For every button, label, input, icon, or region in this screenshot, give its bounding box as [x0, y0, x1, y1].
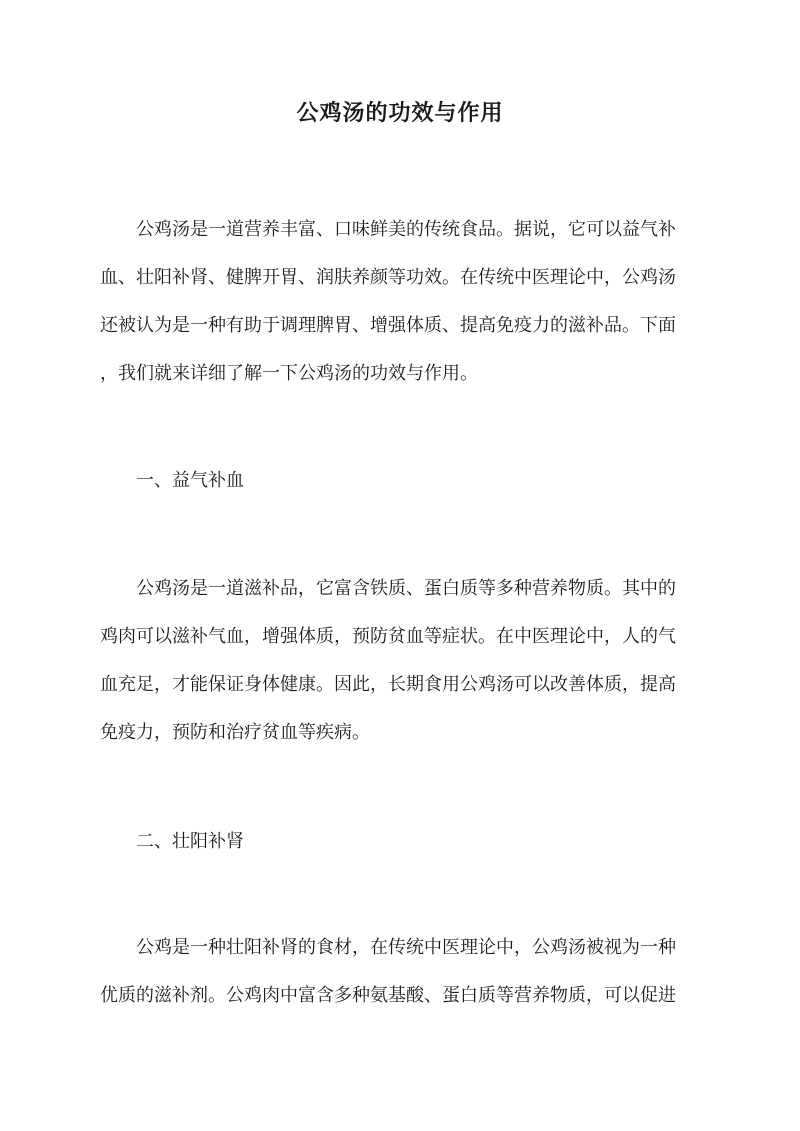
intro-paragraph: [100, 206, 700, 398]
paragraph-line: 公鸡是一种壮阳补肾的食材，在传统中医理论中，公鸡汤被视为一种: [100, 937, 676, 958]
paragraph-line: 公鸡汤是一道营养丰富、口味鲜美的传统食品。据说，它可以益气补: [100, 219, 676, 240]
paragraph-line: 公鸡汤是一道滋补品，它富含铁质、蛋白质等多种营养物质。其中的: [100, 578, 676, 599]
section-heading-1: 一、益气补血: [136, 470, 244, 491]
section2-paragraph: [100, 924, 700, 1020]
section1-paragraph: [100, 565, 700, 757]
section-heading-2: 二、壮阳补肾: [136, 831, 244, 852]
document-title: 公鸡汤的功效与作用: [296, 100, 504, 126]
paragraph-line: 还被认为是一种有助于调理脾胃、增强体质、提高免疫力的滋补品。下面: [100, 315, 676, 336]
paragraph-line: 血、壮阳补肾、健脾开胃、润肤养颜等功效。在传统中医理论中，公鸡汤: [100, 267, 676, 288]
paragraph-line: ，我们就来详细了解一下公鸡汤的功效与作用。: [100, 363, 478, 384]
paragraph-line: 优质的滋补剂。公鸡肉中富含多种氨基酸、蛋白质等营养物质，可以促进: [100, 985, 676, 1006]
paragraph-line: 鸡肉可以滋补气血，增强体质，预防贫血等症状。在中医理论中，人的气: [100, 626, 676, 647]
paragraph-line: 血充足，才能保证身体健康。因此，长期食用公鸡汤可以改善体质，提高: [100, 674, 676, 695]
paragraph-line: 免疫力，预防和治疗贫血等疾病。: [100, 722, 370, 743]
